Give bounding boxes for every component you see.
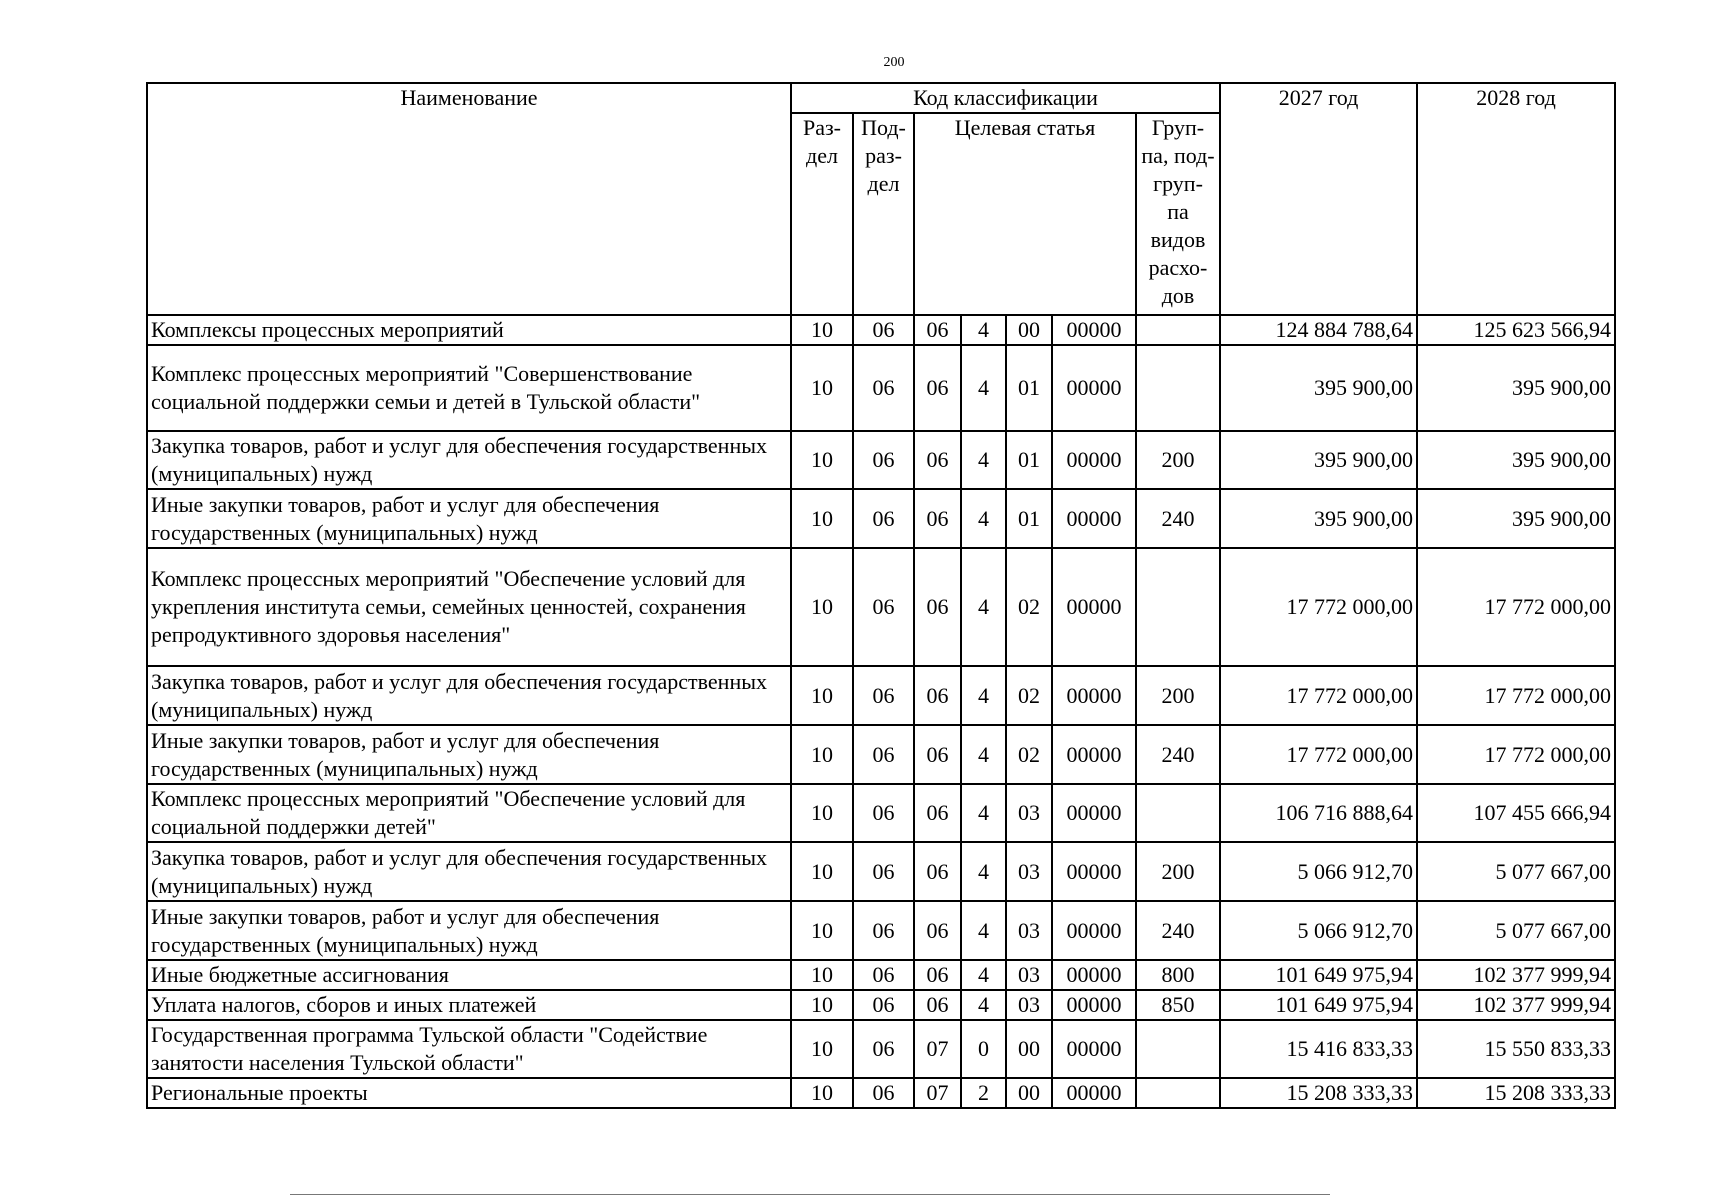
row-expense-group: 800 [1136,960,1220,990]
page-number: 200 [883,55,905,70]
row-target-program: 06 [914,431,961,489]
row-target-direction: 00000 [1052,960,1136,990]
row-target-type: 4 [961,666,1006,725]
row-amount-2027: 5 066 912,70 [1220,901,1417,960]
row-name: Комплекс процессных мероприятий "Обеспечение условий для укрепления института семьи, семейных ценностей, сохранения репродуктивного здоровья населения" [147,548,791,666]
header-gruppa-line: дов [1161,283,1195,308]
row-amount-2027: 5 066 912,70 [1220,842,1417,901]
row-amount-2028: 125 623 566,94 [1417,315,1615,345]
row-target-element: 03 [1006,901,1052,960]
row-target-direction: 00000 [1052,315,1136,345]
row-razdel: 10 [791,431,853,489]
header-gruppa-line: груп- [1153,171,1203,196]
row-name: Иные закупки товаров, работ и услуг для обеспечения государственных (муниципальных) нужд [147,901,791,960]
row-target-program: 06 [914,489,961,548]
row-amount-2027: 101 649 975,94 [1220,960,1417,990]
table-row [147,960,1615,990]
row-target-type: 4 [961,990,1006,1020]
row-amount-2028: 17 772 000,00 [1417,666,1615,725]
row-target-type: 4 [961,315,1006,345]
row-target-program: 06 [914,842,961,901]
row-target-direction: 00000 [1052,666,1136,725]
row-target-type: 4 [961,842,1006,901]
row-amount-2027: 15 416 833,33 [1220,1020,1417,1078]
row-amount-2028: 395 900,00 [1417,345,1615,431]
row-amount-2027: 106 716 888,64 [1220,784,1417,842]
row-name: Комплексы процессных мероприятий [147,315,791,345]
row-target-program: 06 [914,901,961,960]
row-name: Уплата налогов, сборов и иных платежей [147,990,791,1020]
row-target-direction: 00000 [1052,548,1136,666]
row-amount-2028: 17 772 000,00 [1417,725,1615,784]
row-podrazdel: 06 [853,901,914,960]
row-target-direction: 00000 [1052,489,1136,548]
row-amount-2028: 102 377 999,94 [1417,990,1615,1020]
row-name: Закупка товаров, работ и услуг для обеспечения государственных (муниципальных) нужд [147,842,791,901]
row-target-type: 0 [961,1020,1006,1078]
row-podrazdel: 06 [853,666,914,725]
row-target-element: 00 [1006,1078,1052,1108]
header-gruppa-line: видов [1150,227,1206,252]
row-expense-group: 850 [1136,990,1220,1020]
table-row [147,666,1615,725]
row-target-program: 07 [914,1020,961,1078]
row-name: Иные закупки товаров, работ и услуг для обеспечения государственных (муниципальных) нужд [147,725,791,784]
row-razdel: 10 [791,901,853,960]
row-expense-group: 200 [1136,666,1220,725]
row-target-program: 06 [914,784,961,842]
table-row [147,1020,1615,1078]
row-target-direction: 00000 [1052,345,1136,431]
row-expense-group: 200 [1136,842,1220,901]
table-row [147,548,1615,666]
row-target-element: 01 [1006,431,1052,489]
header-name: Наименование [147,83,791,315]
row-target-type: 4 [961,345,1006,431]
row-target-type: 4 [961,548,1006,666]
row-razdel: 10 [791,666,853,725]
row-target-element: 03 [1006,842,1052,901]
header-celevaya-statya: Целевая статья [914,113,1136,315]
row-razdel: 10 [791,548,853,666]
row-target-type: 4 [961,960,1006,990]
row-amount-2027: 395 900,00 [1220,431,1417,489]
header-podrazdel-line: раз- [865,143,902,168]
table-row [147,901,1615,960]
row-target-element: 02 [1006,725,1052,784]
row-amount-2027: 17 772 000,00 [1220,666,1417,725]
row-target-program: 06 [914,725,961,784]
header-gruppa-line: расхо- [1148,255,1208,280]
row-expense-group [1136,1078,1220,1108]
table-body [147,315,1615,1108]
header-gruppa-line: па, под- [1141,143,1215,168]
row-target-type: 4 [961,431,1006,489]
row-amount-2028: 395 900,00 [1417,431,1615,489]
row-name: Комплекс процессных мероприятий "Обеспечение условий для социальной поддержки детей" [147,784,791,842]
row-amount-2027: 395 900,00 [1220,489,1417,548]
header-gruppa-vidov-rashodov [1136,113,1220,315]
row-target-element: 03 [1006,990,1052,1020]
row-expense-group: 240 [1136,489,1220,548]
row-amount-2028: 15 208 333,33 [1417,1078,1615,1108]
row-target-type: 4 [961,901,1006,960]
row-podrazdel: 06 [853,1078,914,1108]
row-podrazdel: 06 [853,489,914,548]
row-expense-group [1136,1020,1220,1078]
row-target-program: 06 [914,315,961,345]
row-target-direction: 00000 [1052,901,1136,960]
row-target-element: 01 [1006,345,1052,431]
row-razdel: 10 [791,784,853,842]
row-razdel: 10 [791,990,853,1020]
row-expense-group [1136,315,1220,345]
row-name: Региональные проекты [147,1078,791,1108]
row-amount-2027: 124 884 788,64 [1220,315,1417,345]
row-podrazdel: 06 [853,960,914,990]
row-target-element: 02 [1006,666,1052,725]
row-razdel: 10 [791,842,853,901]
row-razdel: 10 [791,1020,853,1078]
row-amount-2028: 107 455 666,94 [1417,784,1615,842]
table-row [147,725,1615,784]
header-razdel-line: Раз- [802,115,842,140]
row-podrazdel: 06 [853,345,914,431]
row-target-program: 06 [914,990,961,1020]
row-name: Закупка товаров, работ и услуг для обеспечения государственных (муниципальных) нужд [147,431,791,489]
row-expense-group [1136,345,1220,431]
row-podrazdel: 06 [853,842,914,901]
row-target-type: 4 [961,725,1006,784]
row-name: Комплекс процессных мероприятий "Совершенствование социальной поддержки семьи и детей в Тульской области" [147,345,791,431]
row-podrazdel: 06 [853,431,914,489]
row-podrazdel: 06 [853,315,914,345]
header-gruppa-line: Груп- [1151,115,1205,140]
row-target-element: 01 [1006,489,1052,548]
row-target-type: 4 [961,784,1006,842]
row-target-element: 00 [1006,1020,1052,1078]
row-podrazdel: 06 [853,990,914,1020]
bottom-divider [290,1194,1330,1195]
row-expense-group: 240 [1136,725,1220,784]
row-expense-group: 200 [1136,431,1220,489]
row-target-direction: 00000 [1052,1078,1136,1108]
row-expense-group: 240 [1136,901,1220,960]
row-target-element: 03 [1006,960,1052,990]
row-amount-2028: 5 077 667,00 [1417,842,1615,901]
row-target-direction: 00000 [1052,1020,1136,1078]
row-target-program: 06 [914,548,961,666]
row-razdel: 10 [791,1078,853,1108]
row-amount-2027: 17 772 000,00 [1220,725,1417,784]
row-target-program: 07 [914,1078,961,1108]
row-name: Иные бюджетные ассигнования [147,960,791,990]
row-podrazdel: 06 [853,548,914,666]
row-razdel: 10 [791,725,853,784]
header-year-2027: 2027 год [1220,83,1417,315]
table-row [147,431,1615,489]
row-target-program: 06 [914,666,961,725]
row-amount-2028: 17 772 000,00 [1417,548,1615,666]
row-target-direction: 00000 [1052,784,1136,842]
row-amount-2027: 15 208 333,33 [1220,1078,1417,1108]
row-amount-2027: 101 649 975,94 [1220,990,1417,1020]
row-razdel: 10 [791,489,853,548]
table-row [147,784,1615,842]
header-razdel-line: дел [806,143,838,168]
row-target-direction: 00000 [1052,990,1136,1020]
row-target-element: 02 [1006,548,1052,666]
header-razdel [791,113,853,315]
row-name: Закупка товаров, работ и услуг для обеспечения государственных (муниципальных) нужд [147,666,791,725]
table-row [147,1078,1615,1108]
table-header [147,83,1615,315]
row-target-type: 2 [961,1078,1006,1108]
row-target-type: 4 [961,489,1006,548]
row-name: Иные закупки товаров, работ и услуг для обеспечения государственных (муниципальных) нужд [147,489,791,548]
row-razdel: 10 [791,315,853,345]
header-gruppa-line: па [1167,199,1189,224]
row-razdel: 10 [791,960,853,990]
table-row [147,842,1615,901]
row-razdel: 10 [791,345,853,431]
row-expense-group [1136,784,1220,842]
budget-table [146,82,1616,1109]
header-podrazdel-line: дел [867,171,900,196]
row-amount-2027: 17 772 000,00 [1220,548,1417,666]
row-target-element: 00 [1006,315,1052,345]
row-amount-2027: 395 900,00 [1220,345,1417,431]
row-target-direction: 00000 [1052,842,1136,901]
row-target-direction: 00000 [1052,431,1136,489]
header-podrazdel [853,113,914,315]
row-podrazdel: 06 [853,784,914,842]
row-amount-2028: 102 377 999,94 [1417,960,1615,990]
table-row [147,489,1615,548]
header-podrazdel-line: Под- [861,115,906,140]
header-code: Код классификации [791,83,1220,113]
row-expense-group [1136,548,1220,666]
row-amount-2028: 5 077 667,00 [1417,901,1615,960]
table-row [147,990,1615,1020]
row-target-program: 06 [914,960,961,990]
row-amount-2028: 395 900,00 [1417,489,1615,548]
table-row [147,345,1615,431]
row-amount-2028: 15 550 833,33 [1417,1020,1615,1078]
row-target-program: 06 [914,345,961,431]
row-target-element: 03 [1006,784,1052,842]
row-name: Государственная программа Тульской области "Содействие занятости населения Тульской области" [147,1020,791,1078]
table-row [147,315,1615,345]
row-target-direction: 00000 [1052,725,1136,784]
header-year-2028: 2028 год [1417,83,1615,315]
row-podrazdel: 06 [853,725,914,784]
row-podrazdel: 06 [853,1020,914,1078]
